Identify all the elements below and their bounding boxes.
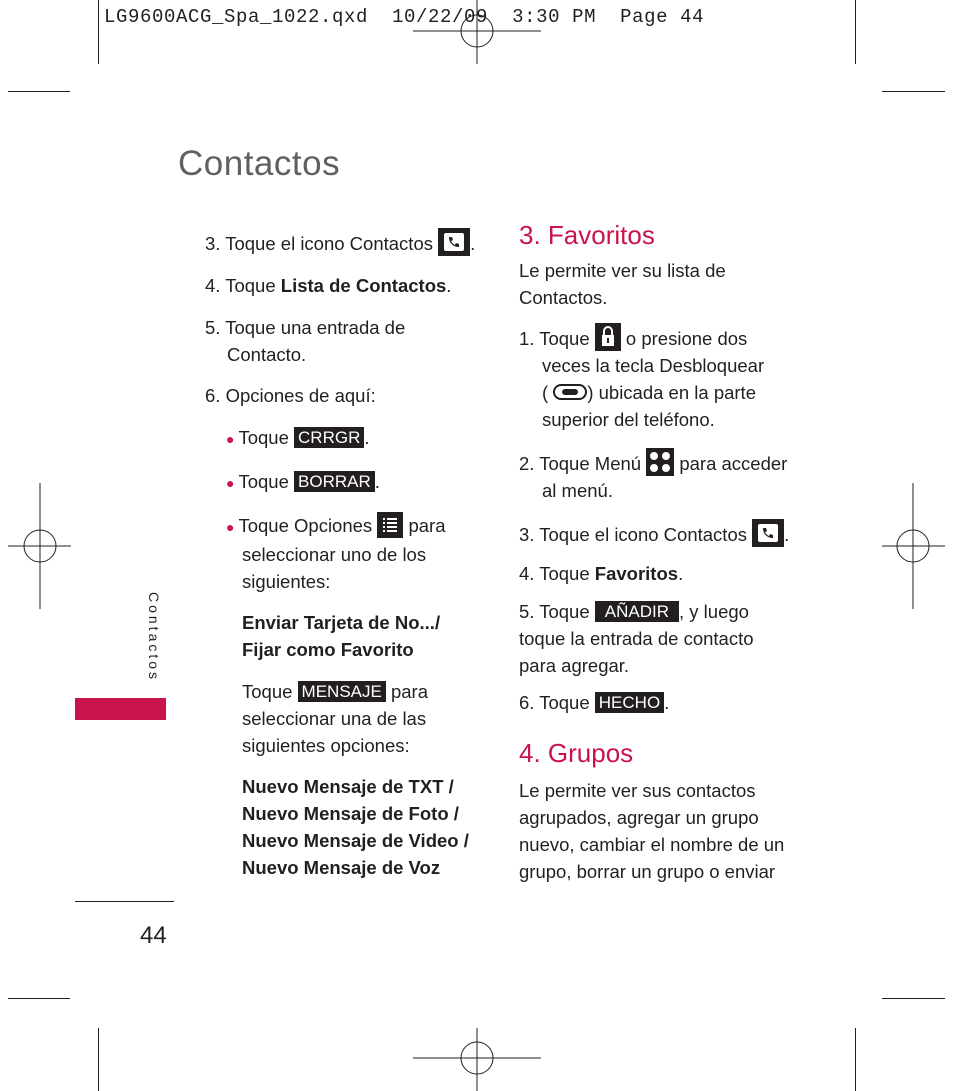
- fav-step-4: 4. Toque Favoritos.: [519, 563, 684, 584]
- option-list-tarjeta: Enviar Tarjeta de No.../ Fijar como Favorito: [242, 612, 441, 660]
- step-3: 3. Toque el icono Contactos .: [205, 228, 495, 257]
- favoritos-description: Le permite ver su lista de Contactos.: [519, 260, 726, 308]
- side-tab-bar: [75, 698, 166, 720]
- fav-step-3: 3. Toque el icono Contactos .: [519, 519, 819, 548]
- unlock-key-icon: [553, 383, 587, 401]
- mensaje-key: MENSAJE: [298, 681, 386, 702]
- side-tab-label: Contactos: [146, 592, 162, 683]
- right-column: [519, 222, 819, 885]
- option-bullet-1: ● Toque CRRGR .: [226, 427, 370, 448]
- fav-step-5: 5. Toque AÑADIR , y luego toque la entrada de contacto para agregar.: [519, 601, 754, 676]
- page-number: 44: [140, 922, 167, 949]
- fav-step-1: 1. Toque o presione dos veces la tecla Desbloquear ( ) ubicada en la parte superior del teléfono.: [519, 323, 819, 433]
- grupos-heading: 4. Grupos: [519, 738, 634, 768]
- grupos-description: Le permite ver sus contactos agrupados, agregar un grupo nuevo, cambiar el nombre de un grupo, borrar un grupo o enviar: [519, 780, 785, 882]
- step-5: 5. Toque una entrada de Contacto.: [205, 317, 406, 365]
- bullet-dot: ●: [226, 431, 235, 447]
- fav-step-6: 6. Toque HECHO .: [519, 692, 670, 713]
- option-bullet-3: ● Toque Opciones para seleccionar uno de los siguientes:: [205, 512, 495, 595]
- bullet-dot: ●: [226, 475, 235, 491]
- page-title: Contactos: [178, 144, 341, 183]
- options-icon: [377, 512, 403, 538]
- toque-mensaje: Toque MENSAJE para seleccionar una de las siguientes opciones:: [242, 681, 429, 756]
- fav-step-2: 2. Toque Menú para acceder al menú.: [519, 448, 819, 504]
- footer-rule: [75, 901, 174, 902]
- print-slug: LG9600ACG_Spa_1022.qxd 10/22/09 3:30 PM Page 44: [104, 6, 705, 28]
- borrar-key: BORRAR: [294, 471, 375, 492]
- menu-icon: [646, 448, 674, 476]
- anadir-key: AÑADIR: [595, 601, 679, 622]
- crrgr-key: CRRGR: [294, 427, 364, 448]
- favoritos-heading: 3. Favoritos: [519, 220, 655, 250]
- message-options: Nuevo Mensaje de TXT / Nuevo Mensaje de Foto / Nuevo Mensaje de Video / Nuevo Mensaje de Voz: [242, 776, 469, 878]
- option-bullet-2: ● Toque BORRAR .: [226, 471, 380, 492]
- step-4: 4. Toque Lista de Contactos.: [205, 275, 452, 296]
- unlock-icon: [595, 323, 621, 351]
- contacts-icon: [438, 228, 470, 256]
- step-6: 6. Opciones de aquí:: [205, 385, 376, 406]
- left-column: [205, 228, 495, 881]
- hecho-key: HECHO: [595, 692, 664, 713]
- bullet-dot: ●: [226, 519, 235, 535]
- contacts-icon: [752, 519, 784, 547]
